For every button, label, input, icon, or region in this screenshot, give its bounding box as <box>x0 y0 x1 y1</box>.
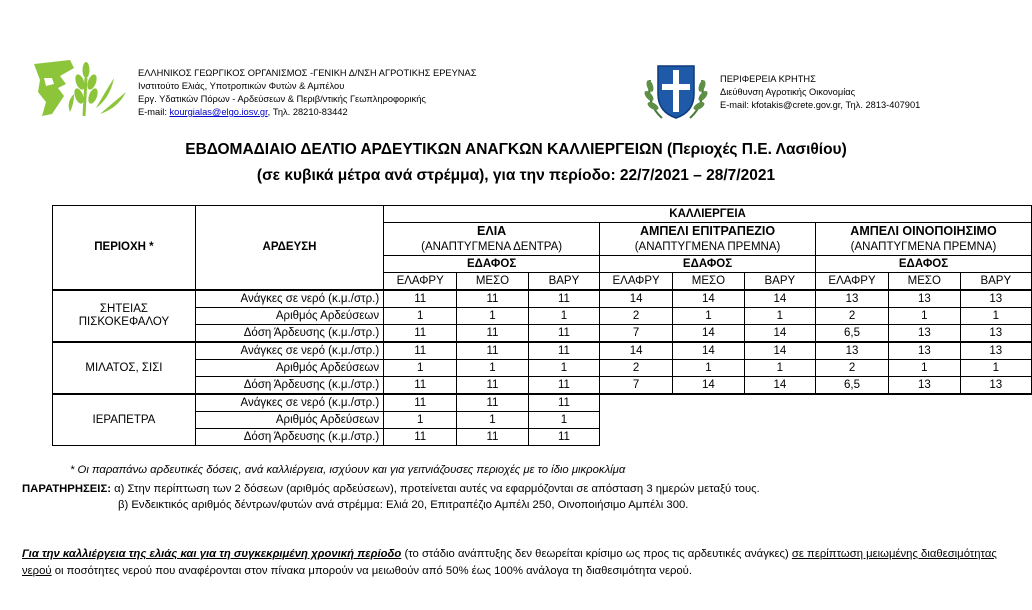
cell: 11 <box>528 290 599 308</box>
cell: 14 <box>673 342 745 360</box>
cell: 11 <box>528 377 599 395</box>
cell: 7 <box>600 377 673 395</box>
final-note-part2: (το στάδιο ανάπτυξης δεν θεωρείται κρίσιμο ως προς τις αρδευτικές ανάγκες) <box>401 548 792 560</box>
table-row <box>53 308 1032 325</box>
cell: 13 <box>960 290 1031 308</box>
cell: 11 <box>457 342 529 360</box>
row-label: Αριθμός Αρδεύσεων <box>195 360 383 377</box>
irrigation-table <box>52 205 1032 446</box>
row-label: Δόση Άρδευσης (κ.μ./στρ.) <box>195 429 383 446</box>
cell: 1 <box>384 360 457 377</box>
cell: 1 <box>960 360 1031 377</box>
header-left-line1: ΕΛΛΗΝΙΚΟΣ ΓΕΩΡΓΙΚΟΣ ΟΡΓΑΝΙΣΜΟΣ -ΓΕΝΙΚΗ Δ/ΝΣΗ ΑΓΡΟΤΙΚΗΣ ΕΡΕΥΝΑΣ <box>138 68 477 78</box>
cell: 2 <box>816 360 889 377</box>
cell: 11 <box>457 325 529 343</box>
cell: 13 <box>889 325 961 343</box>
cell: 1 <box>457 308 529 325</box>
cell: 6,5 <box>816 325 889 343</box>
crop-table-grape-name: ΑΜΠΕΛΙ ΕΠΙΤΡΑΠΕΖΙΟ <box>600 223 816 240</box>
empty-cell <box>600 412 1032 429</box>
soil-medium: ΜΕΣΟ <box>457 273 529 291</box>
soil-heavy: ΒΑΡΥ <box>528 273 599 291</box>
elgo-logo <box>30 58 130 120</box>
cell: 1 <box>384 412 457 429</box>
cell: 1 <box>744 360 815 377</box>
header-right-line2: Διεύθυνση Αγροτικής Οικονομίας <box>720 87 856 97</box>
cell: 1 <box>457 412 529 429</box>
empty-cell <box>600 429 1032 446</box>
cell: 1 <box>528 360 599 377</box>
header-left-line3: Εργ. Υδατικών Πόρων - Αρδεύσεων & Περιβ/ντικής Γεωπληροφορικής <box>138 94 426 104</box>
row-label: Ανάγκες σε νερό (κ.μ./στρ.) <box>195 342 383 360</box>
header-left-line2: Ινστιτούτο Ελιάς, Υποτροπικών Φυτών & Αμπέλου <box>138 81 345 91</box>
header-left-text <box>138 67 476 119</box>
header-right-text <box>720 73 920 112</box>
cell: 11 <box>457 394 529 412</box>
soil-heavy: ΒΑΡΥ <box>960 273 1031 291</box>
remarks-label: ΠΑΡΑΤΗΡΗΣΕΙΣ: <box>22 483 111 495</box>
cell: 11 <box>384 290 457 308</box>
email-link[interactable]: kourgialas@elgo.iosv.gr <box>169 107 268 117</box>
table-row <box>53 394 1032 412</box>
crop-wine-grape-sub: (ΑΝΑΠΤΥΓΜΕΝΑ ΠΡΕΜΝΑ) <box>816 239 1032 256</box>
table-row <box>53 325 1032 343</box>
elgo-logo-graphic <box>30 58 130 120</box>
cell: 1 <box>673 360 745 377</box>
soil-heavy: ΒΑΡΥ <box>744 273 815 291</box>
cell: 14 <box>744 377 815 395</box>
cell: 13 <box>889 342 961 360</box>
row-label: Ανάγκες σε νερό (κ.μ./στρ.) <box>195 394 383 412</box>
cell: 1 <box>384 308 457 325</box>
final-note-part1: Για την καλλιέργεια της ελιάς και για τη συγκεκριμένη χρονική περίοδο <box>22 548 402 560</box>
table-row <box>53 412 1032 429</box>
cell: 1 <box>528 412 599 429</box>
region-name-line1: ΙΕΡΑΠΕΤΡΑ <box>92 413 156 426</box>
document-title: ΕΒΔΟΜΑΔΙΑΙΟ ΔΕΛΤΙΟ ΑΡΔΕΥΤΙΚΩΝ ΑΝΑΓΚΩΝ ΚΑΛΛΙΕΡΓΕΙΩΝ (Περιοχές Π.Ε. Λασιθίου) <box>185 141 847 158</box>
cell: 1 <box>673 308 745 325</box>
final-note <box>22 546 1022 580</box>
soil-medium: ΜΕΣΟ <box>673 273 745 291</box>
cell: 11 <box>457 290 529 308</box>
cell: 14 <box>600 290 673 308</box>
soil-header: ΕΔΑΦΟΣ <box>816 256 1032 273</box>
cell: 1 <box>889 308 961 325</box>
soil-header: ΕΔΑΦΟΣ <box>600 256 816 273</box>
table-row <box>53 290 1032 308</box>
cell: 13 <box>816 290 889 308</box>
email-label: E-mail: <box>138 107 170 117</box>
cell: 2 <box>600 360 673 377</box>
region-name-line1: ΣΗΤΕΙΑΣ <box>99 303 148 315</box>
final-note-part3: σε περίπτωση μειωμένης διαθεσιμότητας νερού <box>22 548 997 577</box>
phone-text: , Τηλ. 28210-83442 <box>267 107 348 117</box>
crop-table-grape-sub: (ΑΝΑΠΤΥΓΜΕΝΑ ΠΡΕΜΝΑ) <box>600 239 816 256</box>
remark-b: β) Ενδεικτικός αριθμός δέντρων/φυτών ανά στρέμμα: Ελιά 20, Επιτραπέζιο Αμπέλι 250, Οινοποιήσιμο Αμπέλι 300. <box>118 499 689 511</box>
region-name-line2: ΠΙΣΚΟΚΕΦΑΛΟΥ <box>78 316 170 328</box>
soil-medium: ΜΕΣΟ <box>889 273 961 291</box>
cell: 1 <box>960 308 1031 325</box>
coat-of-arms-graphic <box>642 60 710 124</box>
soil-light: ΕΛΑΦΡΥ <box>600 273 673 291</box>
header-right-line1: ΠΕΡΙΦΕΡΕΙΑ ΚΡΗΤΗΣ <box>720 74 816 84</box>
table-row <box>53 429 1032 446</box>
cell: 14 <box>744 290 815 308</box>
header-left-line4 <box>138 106 476 119</box>
remark-a-text: α) Στην περίπτωση των 2 δόσεων (αριθμός αρδεύσεων), προτείνεται αυτές να εφαρμόζονται σε απόσταση 3 ημερών μεταξύ τους. <box>110 483 760 495</box>
cell: 11 <box>384 429 457 446</box>
table-row <box>53 342 1032 360</box>
row-label: Δόση Άρδευσης (κ.μ./στρ.) <box>195 377 383 395</box>
cell: 14 <box>673 377 745 395</box>
cell: 14 <box>744 325 815 343</box>
region-name <box>53 290 196 342</box>
cell: 1 <box>889 360 961 377</box>
irrigation-header: ΑΡΔΕΥΣΗ <box>195 206 383 291</box>
cell: 2 <box>600 308 673 325</box>
cell: 11 <box>528 394 599 412</box>
table-row <box>53 360 1032 377</box>
cell: 13 <box>960 325 1031 343</box>
final-note-part4: οι ποσότητες νερού που αναφέρονται στον πίνακα μπορούν να μειωθούν από 50% έως 100% ανάλογα τη διαθεσιμότητα νερού. <box>51 565 693 577</box>
region-header: ΠΕΡΙΟΧΗ * <box>53 206 196 291</box>
soil-header: ΕΔΑΦΟΣ <box>384 256 600 273</box>
crop-olive-name: ΕΛΙΑ <box>384 223 600 240</box>
crop-olive-sub: (ΑΝΑΠΤΥΓΜΕΝΑ ΔΕΝΤΡΑ) <box>384 239 600 256</box>
cell: 14 <box>673 290 745 308</box>
cell: 1 <box>528 308 599 325</box>
cell: 13 <box>816 342 889 360</box>
cell: 11 <box>384 342 457 360</box>
cell: 13 <box>960 342 1031 360</box>
region-name <box>53 342 196 394</box>
cell: 7 <box>600 325 673 343</box>
row-label: Δόση Άρδευσης (κ.μ./στρ.) <box>195 325 383 343</box>
table-row <box>53 377 1032 395</box>
empty-cell <box>600 394 1032 412</box>
cell: 13 <box>889 377 961 395</box>
region-name-line1: ΜΙΛΑΤΟΣ, ΣΙΣΙ <box>85 361 163 374</box>
row-label: Αριθμός Αρδεύσεων <box>195 412 383 429</box>
remark-a <box>22 483 760 495</box>
soil-light: ΕΛΑΦΡΥ <box>384 273 457 291</box>
soil-light: ΕΛΑΦΡΥ <box>816 273 889 291</box>
cell: 11 <box>384 377 457 395</box>
cell: 13 <box>960 377 1031 395</box>
cell: 1 <box>457 360 529 377</box>
coat-of-arms-logo <box>642 60 710 124</box>
cell: 11 <box>384 394 457 412</box>
cell: 1 <box>744 308 815 325</box>
crop-wine-grape-name: ΑΜΠΕΛΙ ΟΙΝΟΠΟΙΗΣΙΜΟ <box>816 223 1032 240</box>
cell: 11 <box>528 429 599 446</box>
document-subtitle: (σε κυβικά μέτρα ανά στρέμμα), για την περίοδο: 22/7/2021 – 28/7/2021 <box>256 167 776 184</box>
cell: 11 <box>457 429 529 446</box>
cell: 14 <box>673 325 745 343</box>
header-right-line3: E-mail: kfotakis@crete.gov.gr, Τηλ. 2813-407901 <box>720 100 921 110</box>
crops-header: ΚΑΛΛΙΕΡΓΕΙΑ <box>384 206 1032 223</box>
region-name <box>53 394 196 446</box>
cell: 6,5 <box>816 377 889 395</box>
row-label: Αριθμός Αρδεύσεων <box>195 308 383 325</box>
cell: 11 <box>528 325 599 343</box>
row-label: Ανάγκες σε νερό (κ.μ./στρ.) <box>195 290 383 308</box>
cell: 14 <box>744 342 815 360</box>
asterisk-note: * Οι παραπάνω αρδευτικές δόσεις, ανά καλλιέργεια, ισχύουν και για γειτνιάζουσες περιοχές με το ίδιο μικροκλίμα <box>70 464 626 476</box>
cell: 14 <box>600 342 673 360</box>
cell: 11 <box>528 342 599 360</box>
cell: 13 <box>889 290 961 308</box>
cell: 2 <box>816 308 889 325</box>
cell: 11 <box>457 377 529 395</box>
cell: 11 <box>384 325 457 343</box>
